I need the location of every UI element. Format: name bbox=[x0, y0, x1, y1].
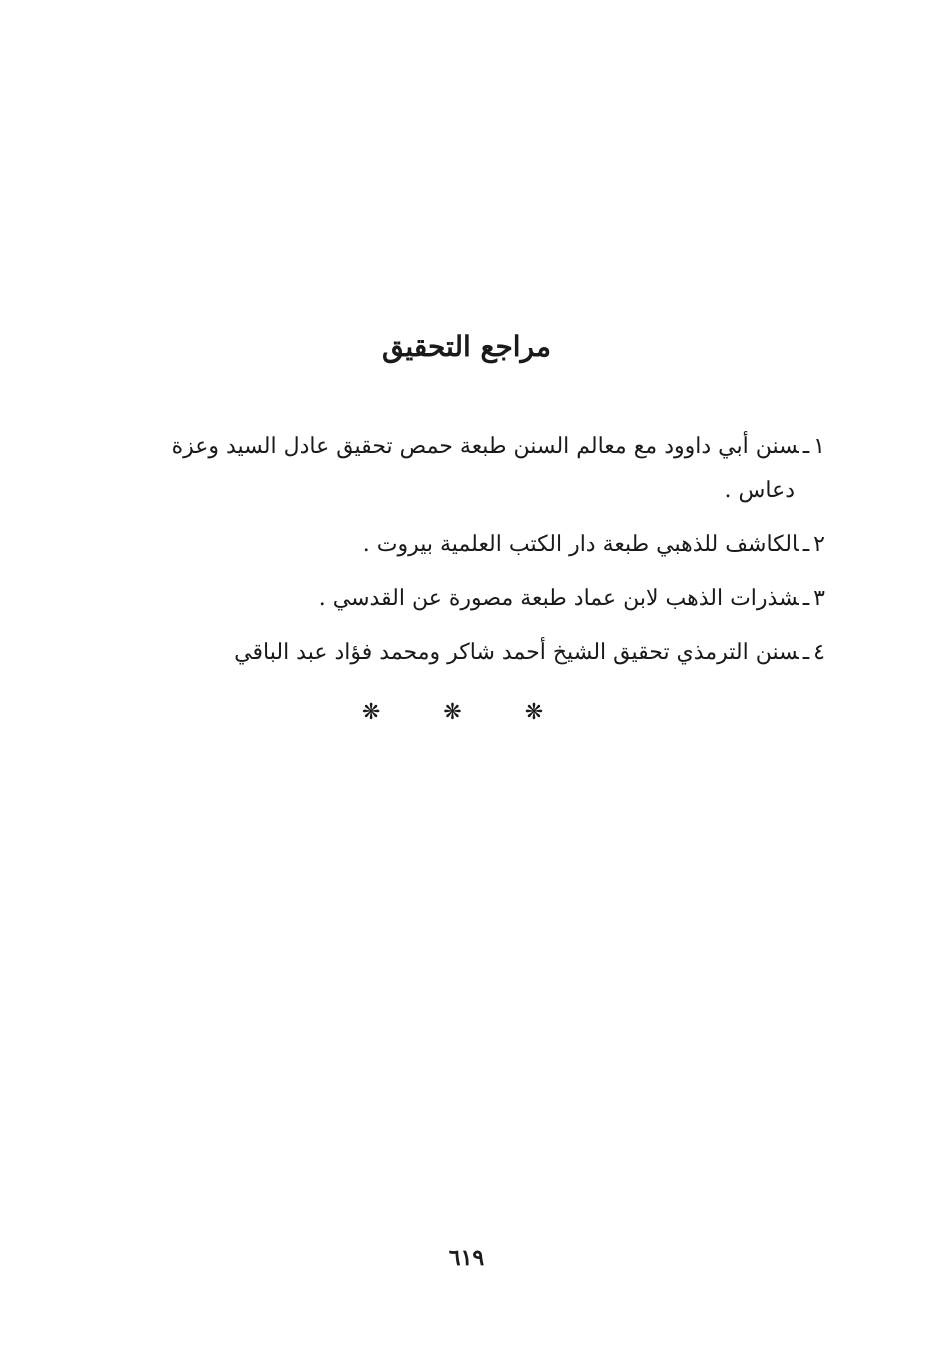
reference-number: ٤ bbox=[813, 640, 825, 665]
reference-continuation: دعاس . bbox=[724, 478, 795, 503]
reference-text: شذرات الذهب لابن عماد طبعة مصورة عن القدسي . bbox=[318, 586, 799, 611]
reference-text: الكاشف للذهبي طبعة دار الكتب العلمية بيروت . bbox=[362, 532, 799, 557]
reference-separator: ـ bbox=[802, 586, 810, 611]
reference-item bbox=[135, 631, 825, 675]
reference-number: ٢ bbox=[813, 532, 825, 557]
reference-item bbox=[135, 523, 825, 567]
asterism-separator: ❋ ❋ ❋ bbox=[361, 700, 572, 725]
reference-item bbox=[135, 425, 825, 513]
reference-separator: ـ bbox=[802, 532, 810, 557]
reference-text: سنن أبي داوود مع معالم السنن طبعة حمص تحقيق عادل السيد وعزة bbox=[171, 434, 799, 459]
reference-item bbox=[135, 577, 825, 621]
reference-number: ١ bbox=[813, 434, 825, 459]
reference-separator: ـ bbox=[802, 640, 810, 665]
reference-text: سنن الترمذي تحقيق الشيخ أحمد شاكر ومحمد فؤاد عبد الباقي bbox=[234, 640, 799, 665]
reference-separator: ـ bbox=[802, 434, 810, 459]
reference-number: ٣ bbox=[813, 586, 825, 611]
references-list bbox=[135, 425, 825, 685]
page-number: ٦١٩ bbox=[448, 1245, 485, 1271]
page-title: مراجع التحقيق bbox=[382, 330, 551, 363]
